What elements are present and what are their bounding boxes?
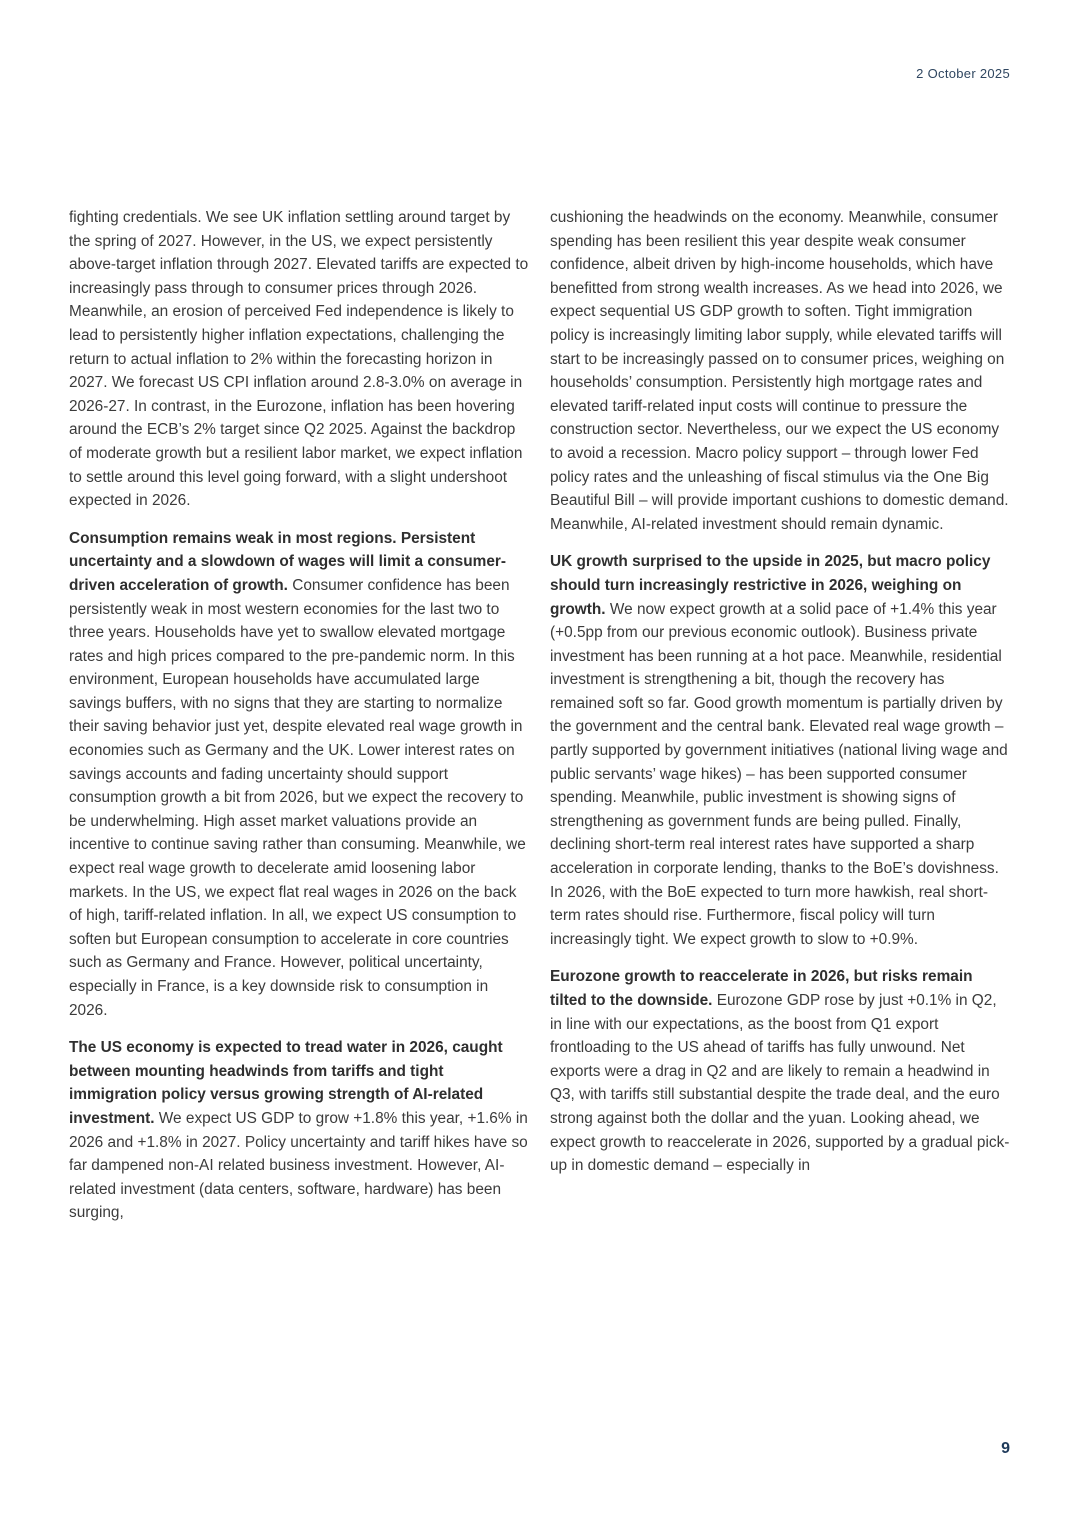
page-number: 9 [1001,1440,1010,1457]
paragraph-text: Consumer confidence has been persistently weak in most western economies for the last two to three years. Households have yet to swallow elevated mortgage rates and high prices compared to the pre-pandemic norm. In this environment, European households have accumulated large savings buffers, with no signs that they are starting to normalize their saving behavior just yet, despite elevated real wage growth in economies such as Germany and the UK. Lower interest rates on savings accounts and fading uncertainty should support consumption growth a bit from 2026, but we expect the recovery to be underwhelming. High asset market valuations provide an incentive to continue saving rather than consuming. Meanwhile, we expect real wage growth to decelerate amid loosening labor markets. In the US, we expect flat real wages in 2026 on the back of high, tariff-related inflation. In all, we expect US consumption to soften but European consumption to accelerate in core countries such as Germany and France. However, political uncertainty, especially in France, is a key downside risk to consumption in 2026. [69,576,526,1019]
paragraph-uk-growth [550,550,1010,951]
paragraph-inflation [69,206,529,513]
paragraph-consumption [69,527,529,1022]
paragraph-text: fighting credentials. We see UK inflation settling around target by the spring of 2027. However, in the US, we expect persistently above-target inflation through 2027. Elevated tariffs are expected to increasingly pass through to consumer prices through 2026. Meanwhile, an erosion of perceived Fed independence is likely to lead to persistently higher inflation expectations, challenging the return to actual inflation to 2% within the forecasting horizon in 2027. We forecast US CPI inflation around 2.8-3.0% on average in 2026-27. In contrast, in the Eurozone, inflation has been hovering around the ECB’s 2% target since Q2 2025. Against the backdrop of moderate growth but a resilient labor market, we expect inflation to settle around this level going forward, with a slight undershoot expected in 2026. [69,209,529,510]
left-column [69,206,529,1239]
paragraph-text: We now expect growth at a solid pace of +1.4% this year (+0.5pp from our previous economic outlook). Business private investment has been running at a hot pace. Meanwhile, residential investment is strengthening a bit, though the recovery has remained soft so far. Good growth momentum is partially driven by the government and the central bank. Elevated real wage growth – partly supported by government initiatives (national living wage and public servants’ wage hikes) – has been supported consumer spending. Meanwhile, public investment is showing signs of strengthening as government funds are being pulled. Finally, declining short-term real interest rates have supported a sharp acceleration in corporate lending, thanks to the BoE’s dovishness. In 2026, with the BoE expected to turn more hawkish, real short-term rates should rise. Furthermore, fiscal policy will turn increasingly tight. We expect growth to slow to +0.9%. [550,600,1008,948]
paragraph-text: Eurozone GDP rose by just +0.1% in Q2, in line with our expectations, as the boost from Q1 export frontloading to the US ahead of tariffs has fully unwound. Net exports were a drag in Q2 and are likely to remain a headwind in Q3, with tariffs still substantial despite the trade deal, and the euro strong against both the dollar and the yuan. Looking ahead, we expect growth to reaccelerate in 2026, supported by a gradual pick-up in domestic demand – especially in [550,992,1010,1175]
paragraph-us-continued [550,206,1010,536]
paragraph-heading: UK growth surprised to the upside in 2025, but macro policy should turn increasingly restrictive in 2026, weighing on growth. [550,553,991,618]
paragraph-heading: Consumption remains weak in most regions. Persistent uncertainty and a slowdown of wages will limit a consumer-driven acceleration of growth. [69,529,507,594]
paragraph-heading: Eurozone growth to reaccelerate in 2026, but risks remain tilted to the downside. [550,968,973,1009]
right-column [550,206,1010,1192]
paragraph-heading: The US economy is expected to tread water in 2026, caught between mounting headwinds from tariffs and tight immigration policy versus growing strength of AI-related investment. [69,1039,503,1127]
paragraph-us-economy [69,1036,529,1225]
document-date: 2 October 2025 [916,66,1010,81]
paragraph-text: cushioning the headwinds on the economy. Meanwhile, consumer spending has been resilient this year despite weak consumer confidence, albeit driven by high-income households, which have benefitted from strong wealth increases. As we head into 2026, we expect sequential US GDP growth to soften. Tight immigration policy is increasingly limiting labor supply, while elevated tariffs will start to be increasingly passed on to consumer prices, weighing on households’ consumption. Persistently high mortgage rates and elevated tariff-related input costs will continue to pressure the construction sector. Nevertheless, our we expect the US economy to avoid a recession. Macro policy support – through lower Fed policy rates and the unleashing of fiscal stimulus via the One Big Beautiful Bill – will provide important cushions to domestic demand. Meanwhile, AI-related investment should remain dynamic. [550,209,1009,533]
paragraph-eurozone-growth [550,965,1010,1177]
paragraph-text: We expect US GDP to grow +1.8% this year, +1.6% in 2026 and +1.8% in 2027. Policy uncertainty and tariff hikes have so far dampened non-AI related business investment. However, AI-related investment (data centers, software, hardware) has been surging, [69,1109,528,1222]
